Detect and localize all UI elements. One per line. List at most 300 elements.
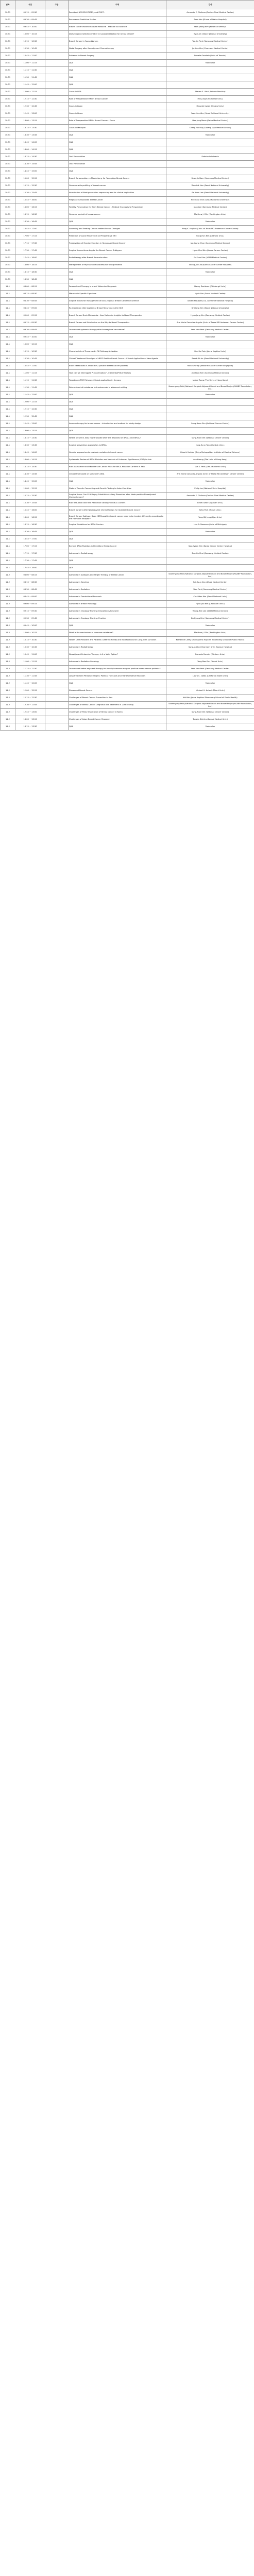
category-cell xyxy=(45,399,69,406)
topic-cell: Do we need better adjuvant therapy for elderly hormone-receptor positive breast cancer patients? xyxy=(69,666,166,673)
time-cell: 10:45 ~ 11:00 xyxy=(15,53,45,60)
table-row xyxy=(1,666,254,673)
date-cell: 11.2 xyxy=(1,644,15,651)
date-cell: 11.2 xyxy=(1,673,15,680)
speaker-cell xyxy=(166,413,254,420)
table-row xyxy=(1,550,254,557)
time-cell: 08:45 ~ 09:00 xyxy=(15,305,45,312)
topic-cell: Health Care Providers and Patients: Different Needs and Modifications for Long-Term Survivors xyxy=(69,637,166,644)
table-row xyxy=(1,500,254,507)
time-cell: 16:30 ~ 16:45 xyxy=(15,218,45,226)
table-row xyxy=(1,370,254,377)
category-cell xyxy=(45,298,69,305)
table-row xyxy=(1,565,254,572)
category-cell xyxy=(45,305,69,312)
speaker-cell: Gilbert Mousset (CSL Loire International Hospital) xyxy=(166,298,254,305)
table-row xyxy=(1,536,254,543)
time-cell: 15:00 ~ 15:15 xyxy=(15,175,45,182)
speaker-cell: Nancy Davidson (Pittsburgh Univ.) xyxy=(166,283,254,291)
category-cell xyxy=(45,125,69,132)
topic-cell: Introduction of Next generation sequencing and its clinical implication xyxy=(69,190,166,197)
speaker-cell: Joo-Young Chun (Samsung Medical Center) xyxy=(166,240,254,247)
date-cell: 10.31 xyxy=(1,81,15,89)
table-row xyxy=(1,269,254,276)
time-cell: 17:30 ~ 17:45 xyxy=(15,247,45,255)
category-cell xyxy=(45,565,69,572)
speaker-cell xyxy=(166,74,254,81)
date-cell: 11.1 xyxy=(1,478,15,485)
time-cell: 13:45 ~ 14:00 xyxy=(15,449,45,456)
topic-cell: Q&A xyxy=(69,680,166,687)
schedule-table xyxy=(0,0,254,731)
speaker-cell: Hyun-Chul Kim (Korea Cancer Center) xyxy=(166,247,254,255)
category-cell xyxy=(45,327,69,334)
date-cell: 11.2 xyxy=(1,630,15,637)
speaker-cell: Hyun-Joo Kim (Chonnam Univ.) xyxy=(166,601,254,608)
category-cell xyxy=(45,406,69,413)
time-cell: 13:45 ~ 14:00 xyxy=(15,139,45,146)
time-cell: 12:15 ~ 12:30 xyxy=(15,694,45,702)
topic-cell: Q&A xyxy=(69,334,166,341)
speaker-cell: Ghi-Yong Kim (Seoul National University) xyxy=(166,305,254,312)
topic-cell: Advances in Radiotherapy xyxy=(69,644,166,651)
table-row xyxy=(1,9,254,16)
table-row xyxy=(1,420,254,428)
table-row xyxy=(1,456,254,464)
speaker-cell: Moderator xyxy=(166,723,254,731)
date-cell: 11.2 xyxy=(1,586,15,594)
category-cell xyxy=(45,723,69,731)
topic-cell: Management of Psycho-social Distress for Young Patients xyxy=(69,262,166,269)
table-row xyxy=(1,651,254,658)
category-cell xyxy=(45,622,69,630)
table-row xyxy=(1,233,254,240)
table-row xyxy=(1,471,254,478)
table-row xyxy=(1,384,254,392)
date-cell: 10.31 xyxy=(1,132,15,139)
topic-cell: Q&A xyxy=(69,269,166,276)
speaker-cell xyxy=(166,139,254,146)
date-cell: 11.1 xyxy=(1,471,15,478)
date-cell: 11.1 xyxy=(1,435,15,442)
time-cell: 10:00 ~ 10:15 xyxy=(15,31,45,38)
topic-cell: Cases in Japan xyxy=(69,103,166,110)
category-cell xyxy=(45,175,69,182)
category-cell xyxy=(45,31,69,38)
table-row xyxy=(1,53,254,60)
category-cell xyxy=(45,233,69,240)
date-cell: 11.1 xyxy=(1,355,15,363)
topic-cell: Q&A xyxy=(69,168,166,175)
date-cell: 10.31 xyxy=(1,168,15,175)
topic-cell: Breast Surgery after Neoadjuvant Chemotherapy for Operable Breast Cancer xyxy=(69,507,166,514)
table-row xyxy=(1,658,254,666)
topic-cell: Q&A xyxy=(69,529,166,536)
topic-cell: Surgical prevention approaches to BRCA xyxy=(69,442,166,449)
time-cell: 08:00 ~ 08:15 xyxy=(15,572,45,579)
topic-cell: Advances in Oncology Nursing: Practice xyxy=(69,615,166,622)
time-cell: 18:00 ~ 18:15 xyxy=(15,262,45,269)
date-cell: 10.31 xyxy=(1,218,15,226)
time-cell: 17:45 ~ 18:00 xyxy=(15,565,45,572)
category-cell xyxy=(45,89,69,96)
category-cell xyxy=(45,615,69,622)
topic-cell: Characteristic of Tumors with PIK Pathway Activation xyxy=(69,348,166,355)
topic-cell: Q&A xyxy=(69,536,166,543)
category-cell xyxy=(45,9,69,16)
date-cell: 10.31 xyxy=(1,154,15,161)
time-cell: 09:30 ~ 09:45 xyxy=(15,16,45,24)
speaker-cell: Janice Tsang (The Univ. of Hong Kong) xyxy=(166,377,254,384)
category-cell xyxy=(45,262,69,269)
date-cell: 10.31 xyxy=(1,89,15,96)
table-row xyxy=(1,218,254,226)
speaker-cell: Soonmyung Paik (National Surgical Adjuvant Breast and Bowel Project/NSABP Foundation, Inc.) xyxy=(166,572,254,579)
speaker-cell: Su Ssan Kim (ASAN Medical Center) xyxy=(166,255,254,262)
time-cell: 16:00 ~ 16:15 xyxy=(15,204,45,211)
date-cell: 11.1 xyxy=(1,500,15,507)
category-cell xyxy=(45,464,69,471)
topic-cell: Re-irradiation after ipsilateral Breast Recurrence after BCS xyxy=(69,305,166,312)
speaker-cell: Armando E. Giuliano (Cedars-Sinai Medical Center) xyxy=(166,9,254,16)
date-cell: 10.31 xyxy=(1,31,15,38)
topic-cell: Stress and Breast Cancer xyxy=(69,687,166,694)
time-cell: 09:15 ~ 09:30 xyxy=(15,319,45,327)
date-cell: 11.2 xyxy=(1,709,15,716)
table-row xyxy=(1,644,254,651)
speaker-cell: Seho Park (Yonsei Univ.) xyxy=(166,507,254,514)
topic-cell: Radiotherapy after Breast Reconstruction xyxy=(69,255,166,262)
time-cell: 12:30 ~ 12:45 xyxy=(15,702,45,709)
speaker-cell: Jin-Hee Kim (Chonnam Medical Center) xyxy=(166,45,254,53)
speaker-cell: Moderator xyxy=(166,218,254,226)
category-cell xyxy=(45,442,69,449)
table-row xyxy=(1,211,254,218)
date-cell: 10.31 xyxy=(1,247,15,255)
speaker-cell: Young-Hee Lee (ASAN Medical Center) xyxy=(166,608,254,615)
category-cell xyxy=(45,283,69,291)
time-cell: 10:00 ~ 10:15 xyxy=(15,341,45,348)
speaker-cell: Bo Kyung Kim (Samsung Medical Center) xyxy=(166,615,254,622)
time-cell: 13:30 ~ 13:45 xyxy=(15,442,45,449)
topic-cell: Pregnancy-associated Breast Cancer xyxy=(69,197,166,204)
topic-cell: Do we need systemic therapy after locoregional recurrence? xyxy=(69,327,166,334)
date-cell: 10.31 xyxy=(1,16,15,24)
time-cell: 10:15 ~ 10:30 xyxy=(15,348,45,355)
time-cell: 11:30 ~ 11:45 xyxy=(15,384,45,392)
topic-cell: Surgical Issues According to the Breast Cancer Subtypes xyxy=(69,247,166,255)
topic-cell: Brain Metastases in Asian HER2-positive breast cancer patients xyxy=(69,363,166,370)
time-cell: 13:15 ~ 13:30 xyxy=(15,435,45,442)
date-cell: 11.1 xyxy=(1,521,15,529)
category-cell xyxy=(45,247,69,255)
speaker-cell: Sung-Hun Kim (Catholic Univ.) xyxy=(166,233,254,240)
speaker-cell: Michael H. Antoni (Miami Univ.) xyxy=(166,687,254,694)
time-cell: 08:30 ~ 08:45 xyxy=(15,298,45,305)
speaker-cell: Philip Iau (National Univ. Hospital) xyxy=(166,485,254,493)
time-cell: 13:00 ~ 13:15 xyxy=(15,716,45,723)
table-row xyxy=(1,334,254,341)
time-cell: 12:15 ~ 12:30 xyxy=(15,96,45,103)
date-cell: 11.2 xyxy=(1,680,15,687)
date-cell: 11.1 xyxy=(1,298,15,305)
time-cell: 17:15 ~ 17:30 xyxy=(15,550,45,557)
date-cell: 11.1 xyxy=(1,413,15,420)
date-cell: 11.1 xyxy=(1,370,15,377)
topic-cell: How can we interrogate PI3K activation? - Elements/PI3K Inhibitors xyxy=(69,370,166,377)
speaker-cell: Cheng Hae Yip (Subang Jaya Medical Center) xyxy=(166,125,254,132)
date-cell: 10.31 xyxy=(1,255,15,262)
speaker-cell: Yong Bae Kim (Yonsei Univ.) xyxy=(166,658,254,666)
speaker-cell: Ava Kwong (The Univ. of Hong Kong) xyxy=(166,456,254,464)
category-cell xyxy=(45,182,69,190)
category-cell xyxy=(45,45,69,53)
speaker-cell: Wonshik Han (Seoul National University) xyxy=(166,182,254,190)
table-row xyxy=(1,298,254,305)
speaker-cell: Hee-Jung Moon (Ewha Medical Center) xyxy=(166,117,254,125)
category-cell xyxy=(45,478,69,485)
category-cell xyxy=(45,435,69,442)
time-cell: 08:45 ~ 09:00 xyxy=(15,594,45,601)
category-cell xyxy=(45,355,69,363)
speaker-cell: Moderator xyxy=(166,680,254,687)
speaker-cell: Sung-Hoon Sim (National Cancer Center) xyxy=(166,420,254,428)
speaker-cell: Moderator xyxy=(166,392,254,399)
category-cell xyxy=(45,240,69,247)
topic-cell: Metastasis Specific Signature xyxy=(69,291,166,298)
date-cell: 11.1 xyxy=(1,283,15,291)
time-cell: 10:15 ~ 10:30 xyxy=(15,38,45,45)
table-row xyxy=(1,709,254,716)
table-row xyxy=(1,132,254,139)
date-cell: 11.1 xyxy=(1,305,15,312)
date-cell: 11.1 xyxy=(1,536,15,543)
topic-cell: Breast Cancer and Metabolism on the Way to Novel Therapeutics xyxy=(69,319,166,327)
date-cell: 11.2 xyxy=(1,622,15,630)
topic-cell: Immunotherapy for breast cancer - introduction and method for study design xyxy=(69,420,166,428)
category-cell xyxy=(45,658,69,666)
table-row xyxy=(1,146,254,154)
time-cell: 13:00 ~ 13:15 xyxy=(15,428,45,435)
topic-cell: Cases in Malaysia xyxy=(69,125,166,132)
table-row xyxy=(1,687,254,694)
time-cell: 15:15 ~ 15:30 xyxy=(15,493,45,500)
time-cell: 15:30 ~ 15:45 xyxy=(15,190,45,197)
category-cell xyxy=(45,493,69,500)
date-cell: 10.31 xyxy=(1,110,15,117)
time-cell: 12:45 ~ 13:00 xyxy=(15,110,45,117)
table-row xyxy=(1,355,254,363)
time-cell: 14:15 ~ 14:30 xyxy=(15,464,45,471)
table-row xyxy=(1,103,254,110)
date-cell: 10.31 xyxy=(1,161,15,168)
category-cell xyxy=(45,24,69,31)
date-cell: 11.2 xyxy=(1,651,15,658)
topic-cell: Genetic approaches to evaluate mutation in breast cancer xyxy=(69,449,166,456)
time-cell: 15:45 ~ 16:00 xyxy=(15,507,45,514)
topic-cell: Advances in Radiation Oncology xyxy=(69,658,166,666)
category-cell xyxy=(45,651,69,658)
category-cell xyxy=(45,471,69,478)
date-cell: 10.31 xyxy=(1,53,15,60)
time-cell: 09:15 ~ 09:30 xyxy=(15,9,45,16)
category-cell xyxy=(45,673,69,680)
category-cell xyxy=(45,168,69,175)
speaker-cell: Ben Ho Park (Johns Hopkins Univ.) xyxy=(166,348,254,355)
speaker-cell: Pamela Goodwin (Univ. of Toronto) xyxy=(166,53,254,60)
time-cell: 15:30 ~ 15:45 xyxy=(15,500,45,507)
topic-cell: Long-Treatment Personal Insights: Political Forecasts and Transformative Measures xyxy=(69,673,166,680)
date-cell: 11.2 xyxy=(1,723,15,731)
topic-cell: Clinical Treatment Paradigm of HER2 Positive Breast Cancer - Clinical Application of New Agents xyxy=(69,355,166,363)
category-cell xyxy=(45,190,69,197)
table-row xyxy=(1,96,254,103)
date-cell: 10.31 xyxy=(1,45,15,53)
topic-cell: Q&A xyxy=(69,399,166,406)
speaker-cell: Se-Hoon Lee (Seoul National University) xyxy=(166,190,254,197)
date-cell: 10.31 xyxy=(1,60,15,67)
time-cell: 14:00 ~ 14:15 xyxy=(15,146,45,154)
category-cell xyxy=(45,449,69,456)
category-cell xyxy=(45,16,69,24)
speaker-cell: Sue K. Park (Seoul National Univ.) xyxy=(166,464,254,471)
time-cell: 10:00 ~ 10:15 xyxy=(15,630,45,637)
time-cell: 12:45 ~ 13:00 xyxy=(15,420,45,428)
time-cell: 12:30 ~ 12:45 xyxy=(15,413,45,420)
table-row xyxy=(1,543,254,550)
speaker-cell: Hyuk Son (Seoul Medical Center) xyxy=(166,291,254,298)
date-cell: 11.1 xyxy=(1,485,15,493)
table-row xyxy=(1,478,254,485)
table-row xyxy=(1,204,254,211)
category-cell xyxy=(45,161,69,168)
table-row xyxy=(1,161,254,168)
topic-cell: Challenges of Policy Implication of Breast Cancer in Korea xyxy=(69,709,166,716)
topic-cell: Risk Reduction and Risk Reduction Strategy in BRCA Carriers xyxy=(69,500,166,507)
topic-cell: Challenges of Asian Breast Cancer Research xyxy=(69,716,166,723)
speaker-cell: Sung-Yoon Kim (National Cancer Center) xyxy=(166,435,254,442)
speaker-cell: Yeon Hee Park (Samsung Medical Center) xyxy=(166,666,254,673)
date-cell: 10.31 xyxy=(1,139,15,146)
speaker-cell: Ana Maria Gonzalez-Angulo (Univ. of Texas MD Anderson Cancer Center) xyxy=(166,471,254,478)
topic-cell: Does surgeon selection matter in surgical resection for breast cancer? xyxy=(69,31,166,38)
speaker-cell: Laura C. Ojeda (California State Univ.) xyxy=(166,673,254,680)
table-row xyxy=(1,363,254,370)
topic-cell: Advances in Oncology Nursing: Education & Research xyxy=(69,608,166,615)
time-cell: 18:15 ~ 18:30 xyxy=(15,269,45,276)
category-cell xyxy=(45,594,69,601)
speaker-cell xyxy=(166,276,254,283)
table-row xyxy=(1,428,254,435)
time-cell: 08:00 ~ 08:15 xyxy=(15,283,45,291)
speaker-cell xyxy=(166,399,254,406)
topic-cell: Q&A xyxy=(69,406,166,413)
speaker-cell: Ana Maria Gonzalez-Angulo (Univ. of Texas MD Anderson Cancer Center) xyxy=(166,319,254,327)
topic-cell: Q&A xyxy=(69,723,166,731)
table-row xyxy=(1,89,254,96)
time-cell: 11:45 ~ 12:00 xyxy=(15,81,45,89)
time-cell: 16:00 ~ 16:15 xyxy=(15,514,45,521)
table-row xyxy=(1,197,254,204)
category-cell xyxy=(45,572,69,579)
topic-cell: Q&A xyxy=(69,478,166,485)
speaker-cell xyxy=(166,406,254,413)
category-cell xyxy=(45,456,69,464)
table-row xyxy=(1,81,254,89)
speaker-cell: Yoon-Hee Ahn (Seoul National University) xyxy=(166,110,254,117)
category-cell xyxy=(45,276,69,283)
speaker-cell: Moderator xyxy=(166,60,254,67)
category-cell xyxy=(45,363,69,370)
topic-cell: Q&A xyxy=(69,622,166,630)
topic-cell: Cases in USA xyxy=(69,89,166,96)
time-cell: 10:30 ~ 10:45 xyxy=(15,45,45,53)
time-cell: 17:00 ~ 17:15 xyxy=(15,543,45,550)
table-row xyxy=(1,255,254,262)
date-cell: 10.31 xyxy=(1,240,15,247)
topic-cell: Where are we in Asia, how translate after the discovery of BRCA1 and BRCA2 xyxy=(69,435,166,442)
speaker-cell xyxy=(166,536,254,543)
time-cell: 08:15 ~ 08:30 xyxy=(15,579,45,586)
date-cell: 11.1 xyxy=(1,291,15,298)
date-cell: 11.1 xyxy=(1,312,15,319)
category-cell xyxy=(45,38,69,45)
topic-cell: Breast cancer evidence-based medicine - Practice to Evidence xyxy=(69,24,166,31)
time-cell: 13:15 ~ 13:30 xyxy=(15,723,45,731)
date-cell: 11.1 xyxy=(1,377,15,384)
speaker-cell xyxy=(166,146,254,154)
time-cell: 09:30 ~ 09:45 xyxy=(15,327,45,334)
time-cell: 11:00 ~ 11:15 xyxy=(15,658,45,666)
topic-cell: Role of Preoperative MRI in Breast Cancer - Korea xyxy=(69,117,166,125)
topic-cell: Breast Cancer Brain Metastasis - How Molecular Insights to Novel Therapeutics xyxy=(69,312,166,319)
table-row xyxy=(1,240,254,247)
time-cell: 17:15 ~ 17:30 xyxy=(15,240,45,247)
date-cell: 11.1 xyxy=(1,348,15,355)
speaker-cell: Yoon-Sim Yap (National Cancer Centre Singapore) xyxy=(166,363,254,370)
time-cell: 12:00 ~ 12:15 xyxy=(15,399,45,406)
table-row xyxy=(1,413,254,420)
header-time: 시간 xyxy=(15,1,45,9)
topic-cell: Genome-wide profiling of breast cancer xyxy=(69,182,166,190)
date-cell: 11.1 xyxy=(1,406,15,413)
table-row xyxy=(1,139,254,146)
table-row xyxy=(1,608,254,615)
category-cell xyxy=(45,716,69,723)
time-cell: 11:15 ~ 11:30 xyxy=(15,377,45,384)
topic-cell: Q&A xyxy=(69,565,166,572)
category-cell xyxy=(45,709,69,716)
table-row xyxy=(1,514,254,521)
topic-cell: Q&A xyxy=(69,74,166,81)
topic-cell: Challenges of Breast Cancer Prevention in Asia xyxy=(69,694,166,702)
time-cell: 11:45 ~ 12:00 xyxy=(15,392,45,399)
table-row xyxy=(1,529,254,536)
speaker-cell: Mary K. Hughes (Univ. of Texas MD Anderson Cancer Center) xyxy=(166,226,254,233)
speaker-cell: Yeon Hee Park (Samsung Medical Center) xyxy=(166,327,254,334)
table-row xyxy=(1,406,254,413)
header-category: 구분 xyxy=(45,1,69,9)
category-cell xyxy=(45,507,69,514)
topic-cell: Q&A xyxy=(69,428,166,435)
table-row xyxy=(1,262,254,269)
speaker-cell: Won Park (Samsung Medical Center) xyxy=(166,586,254,594)
date-cell: 11.1 xyxy=(1,442,15,449)
speaker-cell: Matthew J. Ellis (Washington Univ.) xyxy=(166,211,254,218)
category-cell xyxy=(45,630,69,637)
topic-cell: Oral Presentation xyxy=(69,161,166,168)
speaker-cell: Moderator xyxy=(166,269,254,276)
